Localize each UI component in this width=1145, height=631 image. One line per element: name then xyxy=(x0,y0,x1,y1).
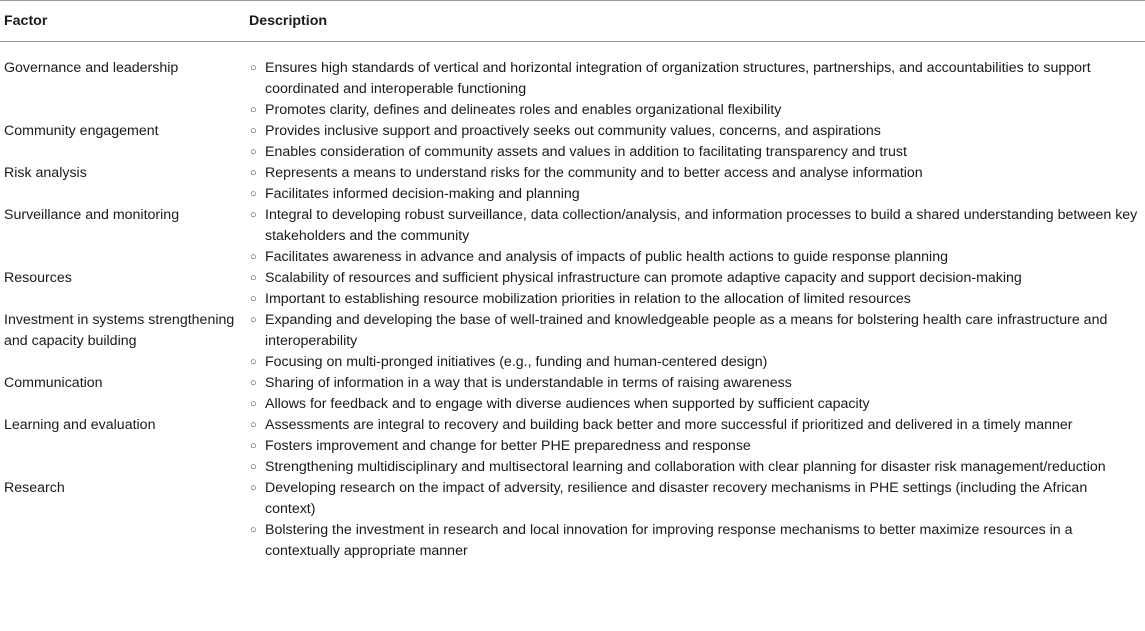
description-text: Integral to developing robust surveillance, data collection/analysis, and information processes to build a shared understanding between key stakeholders and the community xyxy=(265,207,1138,244)
hollow-bullet-icon: ○ xyxy=(250,377,257,389)
description-text: Assessments are integral to recovery and building back better and more successful if prioritized and delivered in a timely manner xyxy=(265,417,1073,433)
description-item xyxy=(250,457,1141,478)
description-list xyxy=(250,205,1141,268)
description-cell xyxy=(246,42,1145,122)
hollow-bullet-icon: ○ xyxy=(250,398,257,410)
description-item xyxy=(250,352,1141,373)
hollow-bullet-icon: ○ xyxy=(250,104,257,116)
table-row xyxy=(0,373,1145,415)
hollow-bullet-icon: ○ xyxy=(250,293,257,305)
description-item xyxy=(250,394,1141,415)
table-row xyxy=(0,310,1145,373)
description-text: Represents a means to understand risks for the community and to better access and analyse information xyxy=(265,165,923,181)
description-list xyxy=(250,478,1141,562)
description-text: Bolstering the investment in research and local innovation for improving response mechanisms to better maximize resources in a contextually appropriate manner xyxy=(265,522,1073,559)
description-item xyxy=(250,289,1141,310)
header-row xyxy=(0,1,1145,42)
hollow-bullet-icon: ○ xyxy=(250,188,257,200)
description-text: Promotes clarity, defines and delineates roles and enables organizational flexibility xyxy=(265,102,782,118)
hollow-bullet-icon: ○ xyxy=(250,461,257,473)
description-item xyxy=(250,121,1141,142)
description-item xyxy=(250,268,1141,289)
factor-cell: Risk analysis xyxy=(4,165,87,181)
description-text: Fosters improvement and change for better PHE preparedness and response xyxy=(265,438,751,454)
description-item xyxy=(250,100,1141,121)
header-description: Description xyxy=(246,1,1145,42)
description-item xyxy=(250,58,1141,100)
hollow-bullet-icon: ○ xyxy=(250,356,257,368)
description-list xyxy=(250,415,1141,478)
description-text: Strengthening multidisciplinary and multisectoral learning and collaboration with clear planning for disaster risk management/reduction xyxy=(265,459,1106,475)
hollow-bullet-icon: ○ xyxy=(250,125,257,137)
description-text: Focusing on multi-pronged initiatives (e.g., funding and human-centered design) xyxy=(265,354,768,370)
description-item xyxy=(250,163,1141,184)
factor-cell: Resources xyxy=(4,270,72,286)
description-item xyxy=(250,478,1141,520)
factor-cell: Community engagement xyxy=(4,123,159,139)
description-cell xyxy=(246,415,1145,478)
header-factor: Factor xyxy=(0,1,246,42)
description-item xyxy=(250,247,1141,268)
description-text: Enables consideration of community assets and values in addition to facilitating transparency and trust xyxy=(265,144,907,160)
description-list xyxy=(250,373,1141,415)
hollow-bullet-icon: ○ xyxy=(250,314,257,326)
description-item xyxy=(250,520,1141,562)
factor-cell: Investment in systems strengthening and capacity building xyxy=(4,312,235,349)
description-list xyxy=(250,163,1141,205)
table-header xyxy=(0,1,1145,42)
factor-cell: Communication xyxy=(4,375,103,391)
table-row xyxy=(0,42,1145,122)
table-row xyxy=(0,163,1145,205)
table-row xyxy=(0,205,1145,268)
hollow-bullet-icon: ○ xyxy=(250,482,257,494)
description-cell xyxy=(246,163,1145,205)
table-row xyxy=(0,415,1145,478)
description-text: Important to establishing resource mobilization priorities in relation to the allocation of limited resources xyxy=(265,291,911,307)
description-item xyxy=(250,436,1141,457)
description-cell xyxy=(246,268,1145,310)
hollow-bullet-icon: ○ xyxy=(250,440,257,452)
hollow-bullet-icon: ○ xyxy=(250,251,257,263)
description-list xyxy=(250,58,1141,121)
description-text: Expanding and developing the base of well-trained and knowledgeable people as a means for bolstering health care infrastructure and interoperability xyxy=(265,312,1108,349)
description-cell xyxy=(246,478,1145,566)
factor-cell: Learning and evaluation xyxy=(4,417,156,433)
hollow-bullet-icon: ○ xyxy=(250,209,257,221)
description-cell xyxy=(246,310,1145,373)
table-row xyxy=(0,268,1145,310)
table-body xyxy=(0,42,1145,567)
table-row xyxy=(0,478,1145,566)
hollow-bullet-icon: ○ xyxy=(250,524,257,536)
factor-cell: Research xyxy=(4,480,65,496)
description-list xyxy=(250,310,1141,373)
description-item xyxy=(250,373,1141,394)
hollow-bullet-icon: ○ xyxy=(250,146,257,158)
hollow-bullet-icon: ○ xyxy=(250,167,257,179)
description-text: Allows for feedback and to engage with diverse audiences when supported by sufficient capacity xyxy=(265,396,870,412)
description-text: Sharing of information in a way that is understandable in terms of raising awareness xyxy=(265,375,792,391)
description-text: Facilitates awareness in advance and analysis of impacts of public health actions to guide response planning xyxy=(265,249,948,265)
description-item xyxy=(250,184,1141,205)
factor-cell: Governance and leadership xyxy=(4,60,179,76)
description-text: Ensures high standards of vertical and horizontal integration of organization structures, partnerships, and accountabilities to support coordinated and interoperable functioning xyxy=(265,60,1091,97)
factor-cell: Surveillance and monitoring xyxy=(4,207,180,223)
description-list xyxy=(250,121,1141,163)
description-cell xyxy=(246,205,1145,268)
hollow-bullet-icon: ○ xyxy=(250,62,257,74)
description-text: Developing research on the impact of adversity, resilience and disaster recovery mechanisms in PHE settings (including the African context) xyxy=(265,480,1088,517)
description-cell xyxy=(246,373,1145,415)
description-text: Scalability of resources and sufficient physical infrastructure can promote adaptive capacity and support decision-making xyxy=(265,270,1022,286)
hollow-bullet-icon: ○ xyxy=(250,419,257,431)
description-list xyxy=(250,268,1141,310)
description-item xyxy=(250,415,1141,436)
description-text: Facilitates informed decision-making and planning xyxy=(265,186,580,202)
description-item xyxy=(250,205,1141,247)
description-text: Provides inclusive support and proactively seeks out community values, concerns, and aspirations xyxy=(265,123,881,139)
description-cell xyxy=(246,121,1145,163)
table-row xyxy=(0,121,1145,163)
description-item xyxy=(250,310,1141,352)
description-item xyxy=(250,142,1141,163)
hollow-bullet-icon: ○ xyxy=(250,272,257,284)
